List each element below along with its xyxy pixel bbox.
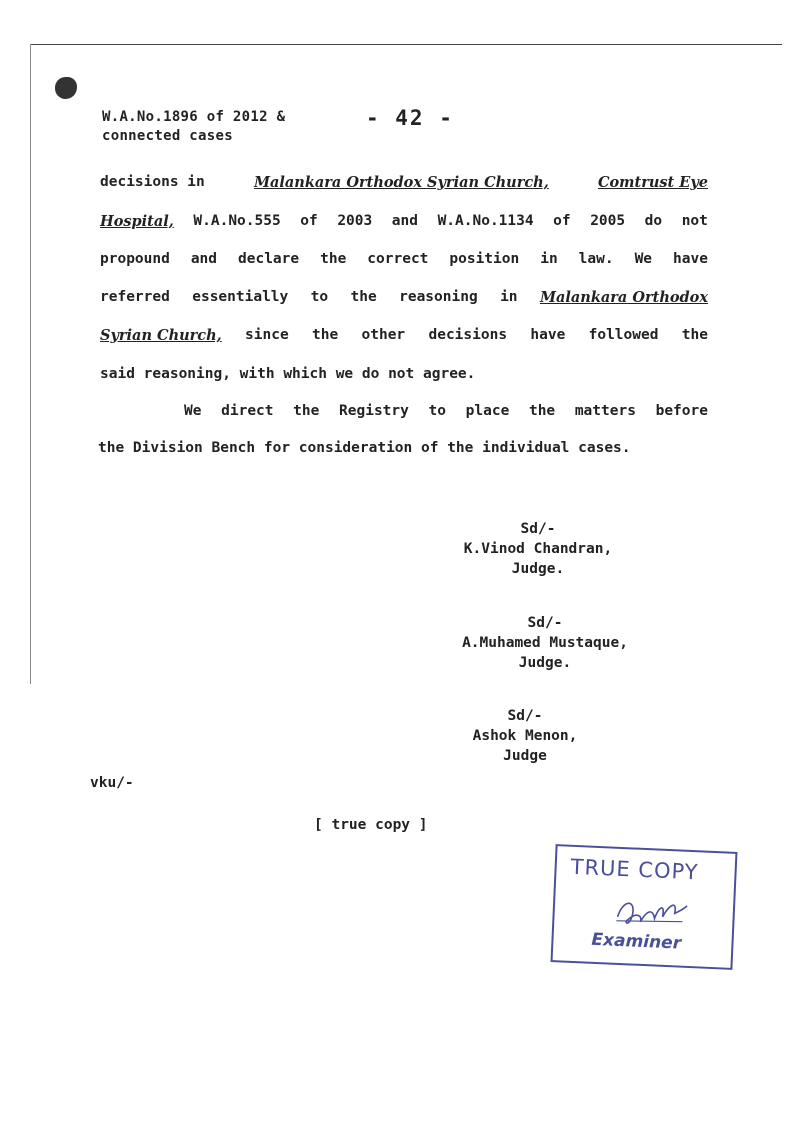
case-citation: Hospital, — [100, 213, 174, 230]
case-reference — [102, 108, 285, 146]
true-copy-stamp — [551, 844, 738, 970]
word: decisions — [428, 327, 508, 343]
case-reference-line2: connected cases — [102, 128, 233, 144]
word: have — [673, 251, 708, 267]
body-line-5 — [100, 327, 708, 344]
word: and — [391, 213, 418, 229]
judge-title: Judge — [503, 748, 547, 764]
case-citation: Malankara Orthodox — [539, 289, 708, 306]
typist-initials: vku/- — [90, 775, 134, 791]
body-line-8 — [98, 440, 706, 456]
word: Registry — [339, 403, 409, 419]
judge-name: K.Vinod Chandran, — [463, 541, 613, 557]
word: W.A.No.555 — [193, 213, 281, 229]
word: in — [540, 251, 558, 267]
handwritten-signature — [612, 889, 694, 932]
stamp-role: Examiner — [591, 929, 682, 954]
word: W.A.No.1134 — [437, 213, 534, 229]
signature-block — [455, 706, 595, 766]
word: before — [655, 403, 708, 419]
page-frame-top — [30, 44, 782, 45]
word: since — [245, 327, 289, 343]
word: of — [300, 213, 318, 229]
signed-mark: Sd/- — [507, 708, 543, 724]
word: We — [184, 403, 202, 419]
word: referred — [100, 289, 170, 305]
word: the — [528, 403, 556, 419]
word: essentially — [192, 289, 289, 305]
body-line-3 — [100, 251, 708, 267]
body-text: decisions in — [100, 174, 205, 190]
word: in — [500, 289, 518, 305]
case-citation: Syrian Church, — [100, 327, 222, 344]
word: 2005 — [590, 213, 626, 229]
case-reference-line1: W.A.No.1896 of 2012 & — [102, 109, 286, 125]
punch-hole-mark — [55, 77, 77, 99]
word: do — [644, 213, 663, 229]
word: 2003 — [337, 213, 373, 229]
word: position — [449, 251, 520, 267]
signature-block — [448, 519, 628, 579]
signed-mark: Sd/- — [520, 521, 556, 537]
word: followed — [588, 327, 659, 343]
judge-title: Judge. — [518, 655, 572, 671]
signature-block — [440, 613, 650, 673]
judge-title: Judge. — [511, 561, 565, 577]
case-citation: Comtrust Eye — [597, 174, 708, 191]
body-line-2 — [100, 213, 708, 230]
word: declare — [238, 251, 300, 267]
judge-name: Ashok Menon, — [472, 728, 578, 744]
word: and — [190, 251, 218, 267]
body-text: the Division Bench for consideration of the individual cases. — [98, 440, 631, 456]
word: to — [428, 403, 446, 419]
word: the — [681, 327, 708, 343]
word: the — [320, 251, 347, 267]
word: have — [530, 327, 566, 343]
body-line-6 — [100, 366, 708, 382]
word: We — [634, 251, 653, 267]
case-citation: Malankara Orthodox Syrian Church, — [253, 174, 549, 191]
word: the — [350, 289, 377, 305]
word: correct — [367, 251, 429, 267]
word: matters — [574, 403, 636, 419]
stamp-title: TRUE COPY — [570, 854, 700, 885]
judge-name: A.Muhamed Mustaque, — [462, 635, 628, 651]
word: the — [312, 327, 339, 343]
body-line-4 — [100, 289, 708, 306]
body-line-7 — [184, 403, 708, 419]
body-text: said reasoning, with which we do not agree. — [100, 366, 476, 382]
page-number: - 42 - — [366, 106, 454, 130]
word: to — [310, 289, 329, 305]
word: place — [465, 403, 510, 419]
word: reasoning — [399, 289, 478, 305]
signed-mark: Sd/- — [527, 615, 563, 631]
word: propound — [100, 251, 170, 267]
word: direct — [221, 403, 274, 419]
word: the — [293, 403, 320, 419]
word: law. — [578, 251, 614, 267]
word: of — [553, 213, 571, 229]
word: other — [361, 327, 406, 343]
body-line-1 — [100, 174, 708, 191]
true-copy-note: [ true copy ] — [314, 817, 428, 833]
page-frame-left — [30, 44, 31, 684]
word: not — [681, 213, 708, 229]
